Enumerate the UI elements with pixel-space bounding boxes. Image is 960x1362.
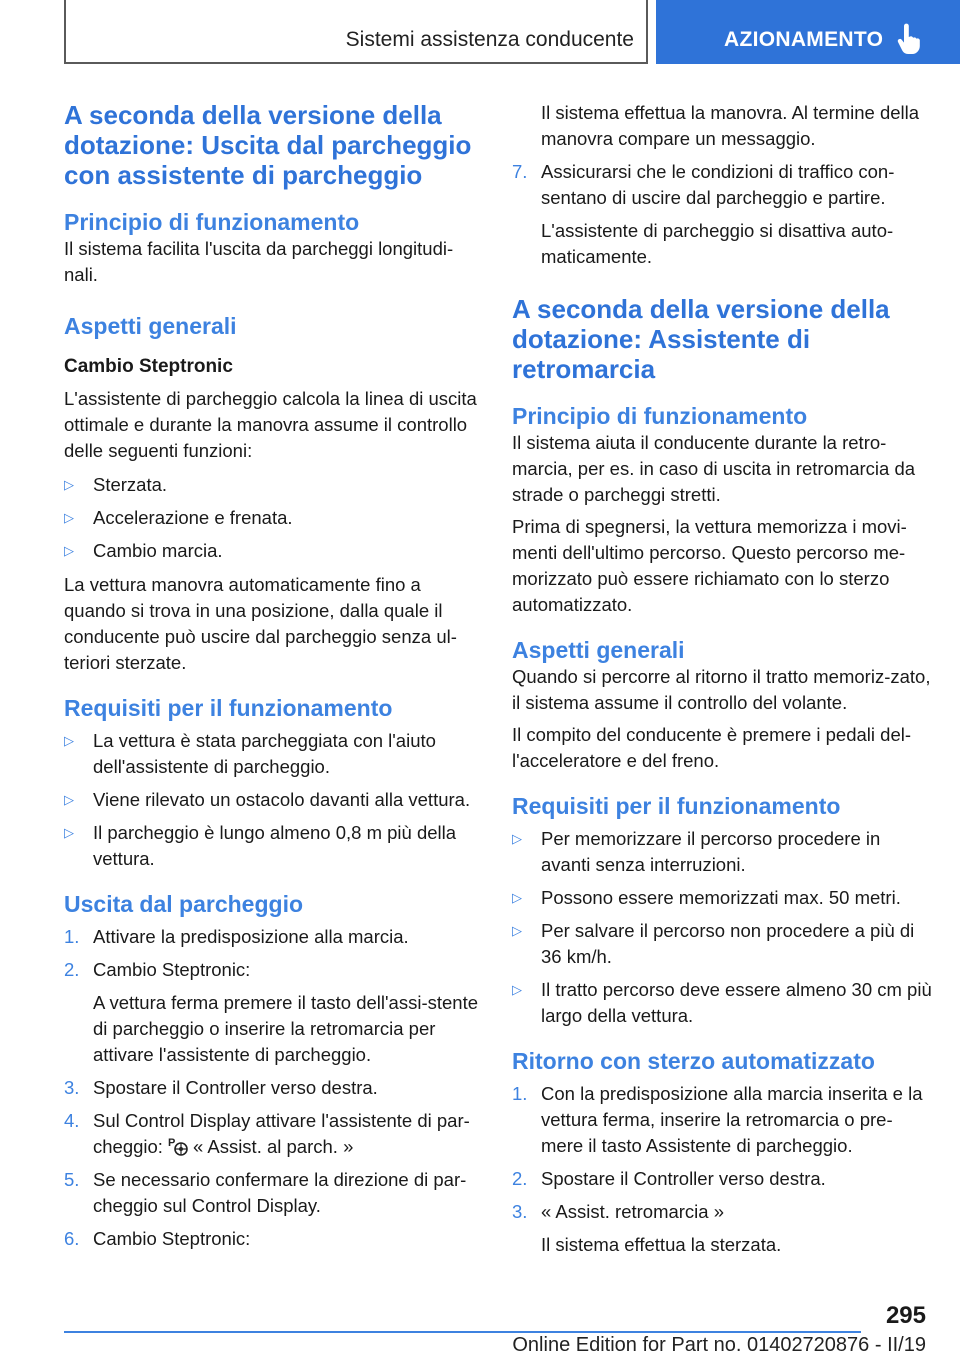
step-text: Sul Control Display attivare l'assistente di par-cheggio: bbox=[93, 1110, 470, 1157]
step-continuation: A vettura ferma premere il tasto dell'assi-stente di parcheggio o inserire la retromarcia per attivare l'assistente di parcheggio. bbox=[93, 992, 479, 1065]
list-item: ▷ Possono essere memorizzati max. 50 metri. bbox=[512, 885, 932, 911]
paragraph-principle-2: Prima di spegnersi, la vettura memorizza i movi-menti dell'ultimo percorso. Questo percorso me-morizzato può essere richiamato con lo sterzo automatizzato. bbox=[512, 516, 907, 615]
subheading-steptronic: Cambio Steptronic bbox=[64, 356, 233, 377]
header-section-title: Sistemi assistenza conducente bbox=[345, 28, 634, 51]
step-text: Attivare la predisposizione alla marcia. bbox=[93, 926, 409, 947]
hand-pointer-icon bbox=[894, 22, 924, 56]
heading-general: Aspetti generali bbox=[512, 637, 685, 663]
heading-requirements: Requisiti per il funzionamento bbox=[512, 793, 841, 819]
steps-return bbox=[512, 1081, 932, 1258]
heading-general: Aspetti generali bbox=[64, 313, 237, 339]
list-item: ▷ Per salvare il percorso non procedere a più di 36 km/h. bbox=[512, 918, 932, 970]
list-requirements bbox=[512, 826, 932, 1029]
step-number: 3. bbox=[64, 1077, 80, 1098]
paragraph-general-2: Il compito del conducente è premere i pedali del-l'acceleratore e del freno. bbox=[512, 724, 912, 771]
step-item bbox=[64, 1108, 484, 1160]
step-number: 1. bbox=[512, 1083, 528, 1104]
step-number: 1. bbox=[64, 926, 80, 947]
list-item: ▷ Per memorizzare il percorso procedere in avanti senza interruzioni. bbox=[512, 826, 932, 878]
step-number: 3. bbox=[512, 1201, 528, 1222]
step-item bbox=[64, 924, 484, 950]
step-item bbox=[512, 159, 932, 211]
left-column bbox=[64, 100, 484, 1252]
heading-principle: Principio di funzionamento bbox=[64, 209, 360, 235]
step-item bbox=[64, 957, 484, 983]
page-number: 295 bbox=[885, 1302, 926, 1329]
list-item: ▷ La vettura è stata parcheggiata con l'aiuto dell'assistente di parcheggio. bbox=[64, 728, 484, 780]
footer-divider bbox=[64, 1331, 861, 1333]
step-item bbox=[512, 1166, 932, 1192]
right-column bbox=[512, 100, 932, 1258]
step-text: Con la predisposizione alla marcia inserita e la vettura ferma, inserire la retromarcia o pre-mere il tasto Assistente di parcheggio. bbox=[541, 1083, 923, 1156]
step-number: 6. bbox=[64, 1228, 80, 1249]
header-chapter-tab bbox=[656, 0, 960, 64]
step-text: Spostare il Controller verso destra. bbox=[93, 1077, 378, 1098]
header-chapter-title: AZIONAMENTO bbox=[724, 28, 884, 51]
step-number: 5. bbox=[64, 1169, 80, 1190]
step-continuation: L'assistente di parcheggio si disattiva auto-maticamente. bbox=[541, 220, 894, 267]
step-text: Se necessario confermare la direzione di par-cheggio sul Control Display. bbox=[93, 1169, 467, 1216]
step-continuation: Il sistema effettua la manovra. Al termine della manovra compare un messaggio. bbox=[541, 102, 920, 149]
step-item bbox=[64, 1226, 484, 1252]
heading-principle: Principio di funzionamento bbox=[512, 403, 808, 429]
heading-auto-steering-return: Ritorno con sterzo automatizzato bbox=[512, 1048, 875, 1074]
parking-assistant-icon bbox=[167, 1135, 189, 1157]
footer-edition: Online Edition for Part no. 01402720876 - II/19 bbox=[512, 1334, 926, 1356]
step-menu-label: « Assist. retromarcia » bbox=[541, 1201, 725, 1222]
svg-text:P: P bbox=[167, 1137, 176, 1149]
step-text: Cambio Steptronic: bbox=[93, 1228, 251, 1249]
paragraph-principle-1: Il sistema aiuta il conducente durante la retro-marcia, per es. in caso di uscita in retromarcia da strade o parcheggi stretti. bbox=[512, 432, 916, 505]
list-item: ▷ Il parcheggio è lungo almeno 0,8 m più della vettura. bbox=[64, 820, 484, 872]
step-item bbox=[512, 1081, 932, 1159]
step-item bbox=[64, 1167, 484, 1219]
step-text: Cambio Steptronic: bbox=[93, 959, 251, 980]
step-number: 2. bbox=[64, 959, 80, 980]
step-continuation: Il sistema effettua la sterzata. bbox=[541, 1234, 782, 1255]
paragraph-general: L'assistente di parcheggio calcola la linea di uscita ottimale e durante la manovra assume il controllo delle seguenti funzioni: bbox=[64, 388, 477, 461]
step-item bbox=[64, 1075, 484, 1101]
step-number: 2. bbox=[512, 1168, 528, 1189]
step-number: 7. bbox=[512, 161, 528, 182]
header-section-box bbox=[64, 0, 648, 64]
paragraph-maneuver: La vettura manovra automaticamente fino a quando si trova in una posizione, dalla quale il conducente può uscire dal parcheggio senza ul-teriori sterzate. bbox=[64, 574, 457, 673]
heading-reverse-assistant: A seconda della versione della dotazione: Assistente di retromarcia bbox=[512, 294, 890, 384]
step-item bbox=[512, 1199, 932, 1225]
steps-exit-continued bbox=[512, 100, 932, 270]
step-text: Assicurarsi che le condizioni di traffico con-sentano di uscire dal parcheggio e partire. bbox=[541, 161, 895, 208]
heading-requirements: Requisiti per il funzionamento bbox=[64, 695, 393, 721]
heading-exit: Uscita dal parcheggio bbox=[64, 891, 304, 917]
list-item: ▷ Viene rilevato un ostacolo davanti alla vettura. bbox=[64, 787, 484, 813]
list-item: ▷ Il tratto percorso deve essere almeno 30 cm più largo della vettura. bbox=[512, 977, 932, 1029]
paragraph-principle: Il sistema facilita l'uscita da parcheggi longitudi-nali. bbox=[64, 238, 454, 285]
list-item: ▷ Sterzata. bbox=[64, 472, 484, 498]
list-functions bbox=[64, 472, 484, 564]
step-text: Spostare il Controller verso destra. bbox=[541, 1168, 826, 1189]
step-menu-label: « Assist. al parch. » bbox=[192, 1136, 354, 1157]
steps-exit bbox=[64, 924, 484, 1252]
step-number: 4. bbox=[64, 1110, 80, 1131]
list-requirements bbox=[64, 728, 484, 872]
paragraph-general-1: Quando si percorre al ritorno il tratto memoriz-zato, il sistema assume il controllo del volante. bbox=[512, 666, 931, 713]
heading-park-exit: A seconda della versione della dotazione: Uscita dal parcheggio con assistente di parcheggio bbox=[64, 100, 472, 190]
list-item: ▷ Accelerazione e frenata. bbox=[64, 505, 484, 531]
list-item: ▷ Cambio marcia. bbox=[64, 538, 484, 564]
